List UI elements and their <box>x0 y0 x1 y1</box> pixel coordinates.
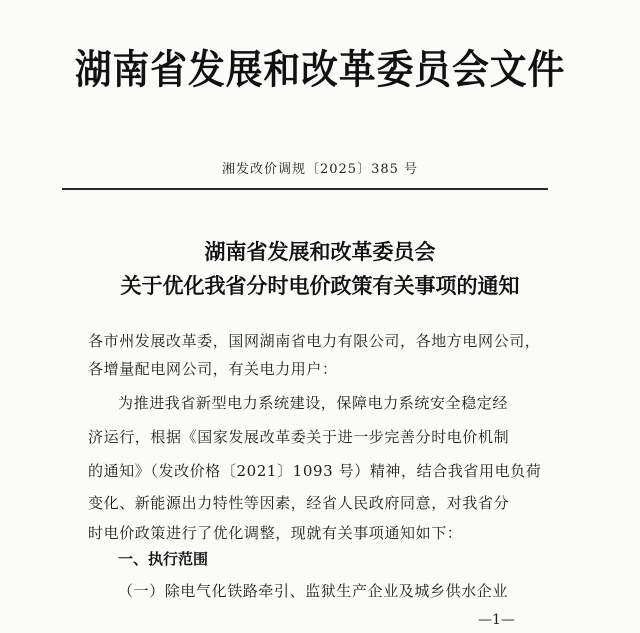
paragraph-line-1: 为推进我省新型电力系统建设，保障电力系统安全稳定经 <box>118 394 509 412</box>
issuer-header: 湖南省发展和改革委员会文件 <box>74 46 566 93</box>
paragraph-line-5: 时电价政策进行了优化调整，现就有关事项通知如下： <box>88 524 463 542</box>
page-number: —1— <box>478 612 515 628</box>
notice-title-line-1: 湖南省发展和改革委员会 <box>204 239 436 264</box>
addressee-line-1: 各市州发展改革委，国网湖南省电力有限公司，各地方电网公司， <box>88 332 541 350</box>
paragraph-line-3: 的通知》（发改价格〔2021〕1093 号）精神，结合我省用电负荷 <box>88 462 542 480</box>
paragraph-line-2: 济运行，根据《国家发展改革委关于进一步完善分时电价机制 <box>88 428 510 446</box>
document-number: 湘发改价调规〔2025〕385 号 <box>221 162 419 177</box>
paragraph-line-4: 变化、新能源出力特性等因素，经省人民政府同意，对我省分 <box>88 494 510 512</box>
subsection-line-1: （一）除电气化铁路牵引、监狱生产企业及城乡供水企业 <box>118 582 509 600</box>
section-heading-scope: 一、执行范围 <box>118 550 209 568</box>
notice-title-line-2: 关于优化我省分时电价政策有关事项的通知 <box>120 273 520 298</box>
addressee-line-2: 各增量配电网公司，有关电力用户： <box>88 360 338 378</box>
header-divider <box>62 188 548 190</box>
